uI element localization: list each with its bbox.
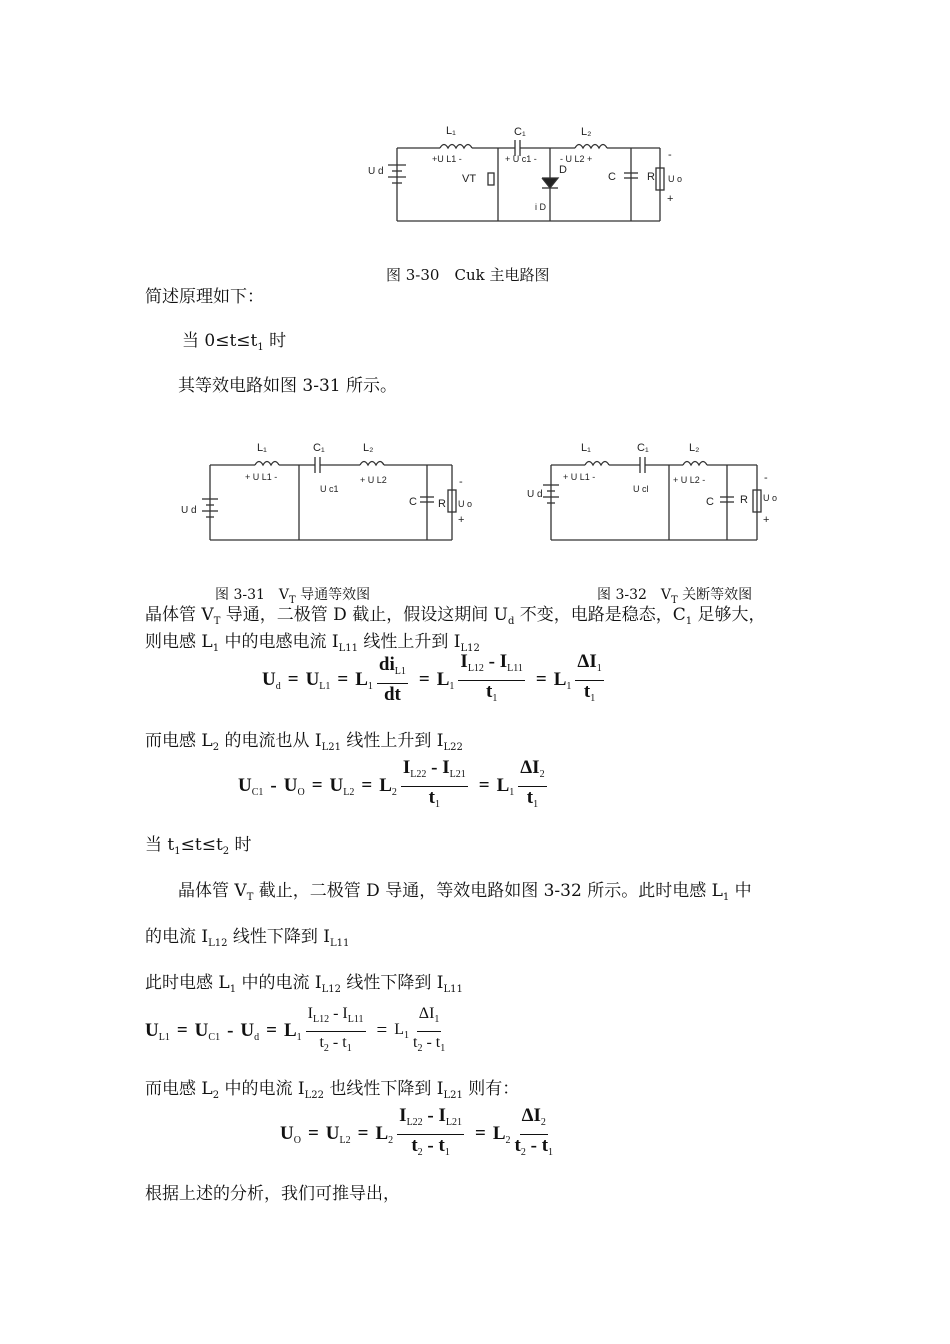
label-uo: U o [668, 174, 683, 184]
paragraph-1-line-2: 则电感 $L_1$ 中的电感电流 $I_{L11}$ 线性上升到 $I_{L12}$ [145, 632, 480, 654]
label-ul2: - U L2 + [560, 154, 593, 164]
paragraph-6: 而电感 $L_2$ 中的电流 $I_{L22}$ 也线性下降到 $I_{L21}$ 则有： [145, 1079, 520, 1101]
label-plus: + [667, 193, 674, 205]
fig31-ud: U d [181, 505, 197, 516]
fig32-ul2: + U L2 - [673, 475, 706, 485]
paragraph-2: 而电感 $L_2$ 的电流也从 $I_{L21}$ 线性上升到 $I_{L22}$ [145, 731, 463, 753]
vt-off-equivalent-circuit [523, 435, 793, 547]
label-d: D [559, 164, 567, 176]
fig32-c1: C₁ [637, 442, 649, 454]
label-uc1: + U c1 - [505, 154, 537, 164]
paragraph-5: 此时电感 $L_1$ 中的电流 $I_{L12}$ 线性下降到 $I_{L11}$ [145, 973, 463, 995]
equiv-circuit-text: 其等效电路如图 3-31 所示。 [178, 376, 397, 396]
equation-4: $U_O$ = $U_{L2}$ = $L_2$ $\frac{I_{L22} - I_{L21}}{t_2 - t_1}$ = $L_2$ $\frac{\Delta I_2}{t_2 - t_1}$ [280, 1104, 554, 1158]
fig32-l2: L₂ [689, 442, 700, 454]
fig31-ul2: + U L2 [360, 475, 387, 485]
paragraph-3: 晶体管 $V_T$ 截止，二极管 D 导通，等效电路如图 3-32 所示。此时电感 $L_1$ 中 [178, 881, 752, 903]
label-id: i D [535, 202, 546, 212]
equation-1: $U_d$ = $U_{L1}$ = $L_1$ $\frac{di_{L1}}{dt}$ = $L_1$ $\frac{I_{L12} - I_{L11}}{t_1}$ = $L_1$ $\frac{\Delta I_1}{t_1}$ [262, 650, 602, 705]
label-c: C [608, 171, 616, 183]
label-l2: L₂ [581, 126, 592, 138]
fig31-minus: - [459, 476, 463, 488]
equation-3: $U_{L1}$ = $U_{C1}$ - $U_d$ = $L_1$ $\frac{I_{L12} - I_{L11}}{t_2 - t_1}$ = $L_1$ $\frac{\Delta I_1}{t_2 - t_1}$ [145, 1004, 446, 1054]
figure-caption-3-31: 图 3-31 $V_T$ 导通等效图 [215, 587, 371, 606]
intro-text: 简述原理如下： [145, 287, 264, 307]
fig32-r: R [740, 494, 748, 506]
figure-caption-3-30: 图 3-30 Cuk 主电路图 [386, 266, 550, 284]
fig31-c1: C₁ [313, 442, 325, 454]
fig31-c: C [409, 496, 417, 508]
label-r: R [647, 171, 655, 183]
label-ul1: +U L1 - [432, 154, 462, 164]
fig31-ul1: + U L1 - [245, 472, 278, 482]
label-l1: L₁ [446, 125, 456, 137]
fig31-uc1: U c1 [320, 484, 339, 494]
fig32-ul1: + U L1 - [563, 472, 596, 482]
equation-2: $U_{C1}$ - $U_O$ = $U_{L2}$ = $L_2$ $\frac{I_{L22} - I_{L21}}{t_1}$ = $L_1$ $\frac{\Delta I_2}{t_1}$ [238, 756, 545, 810]
fig31-l1: L₁ [257, 442, 267, 454]
condition-1: 当 $0\le t\le t_1$ 时 [182, 331, 287, 353]
condition-2: 当 $t_1\le t\le t_2$ 时 [145, 835, 252, 857]
cuk-main-circuit-diagram [360, 118, 700, 228]
fig32-ucl: U cl [633, 484, 649, 494]
figure-caption-3-32: 图 3-32 $V_T$ 关断等效图 [597, 587, 753, 606]
fig31-plus: + [458, 514, 465, 526]
fig32-minus: - [764, 472, 768, 484]
fig32-l1: L₁ [581, 442, 591, 454]
fig31-r: R [438, 498, 446, 510]
fig31-uo: U o [458, 499, 473, 509]
fig32-c: C [706, 496, 714, 508]
vt-on-equivalent-circuit [175, 435, 485, 547]
fig31-l2: L₂ [363, 442, 374, 454]
label-vt: VT [462, 173, 477, 185]
paragraph-4: 的电流 $I_{L12}$ 线性下降到 $I_{L11}$ [145, 927, 350, 949]
label-c1: C₁ [514, 126, 526, 138]
label-ud: U d [368, 166, 384, 177]
paragraph-1-line-1: 晶体管 $V_T$ 导通，二极管 D 截止，假设这期间 $U_d$ 不变，电路是稳态，$C_1$ 足够大， [145, 605, 766, 627]
fig32-plus: + [763, 514, 770, 526]
fig32-ud: U d [527, 489, 543, 500]
final-paragraph: 根据上述的分析，我们可推导出， [145, 1184, 400, 1204]
fig32-uo: U o [763, 493, 778, 503]
label-minus: - [668, 149, 672, 161]
